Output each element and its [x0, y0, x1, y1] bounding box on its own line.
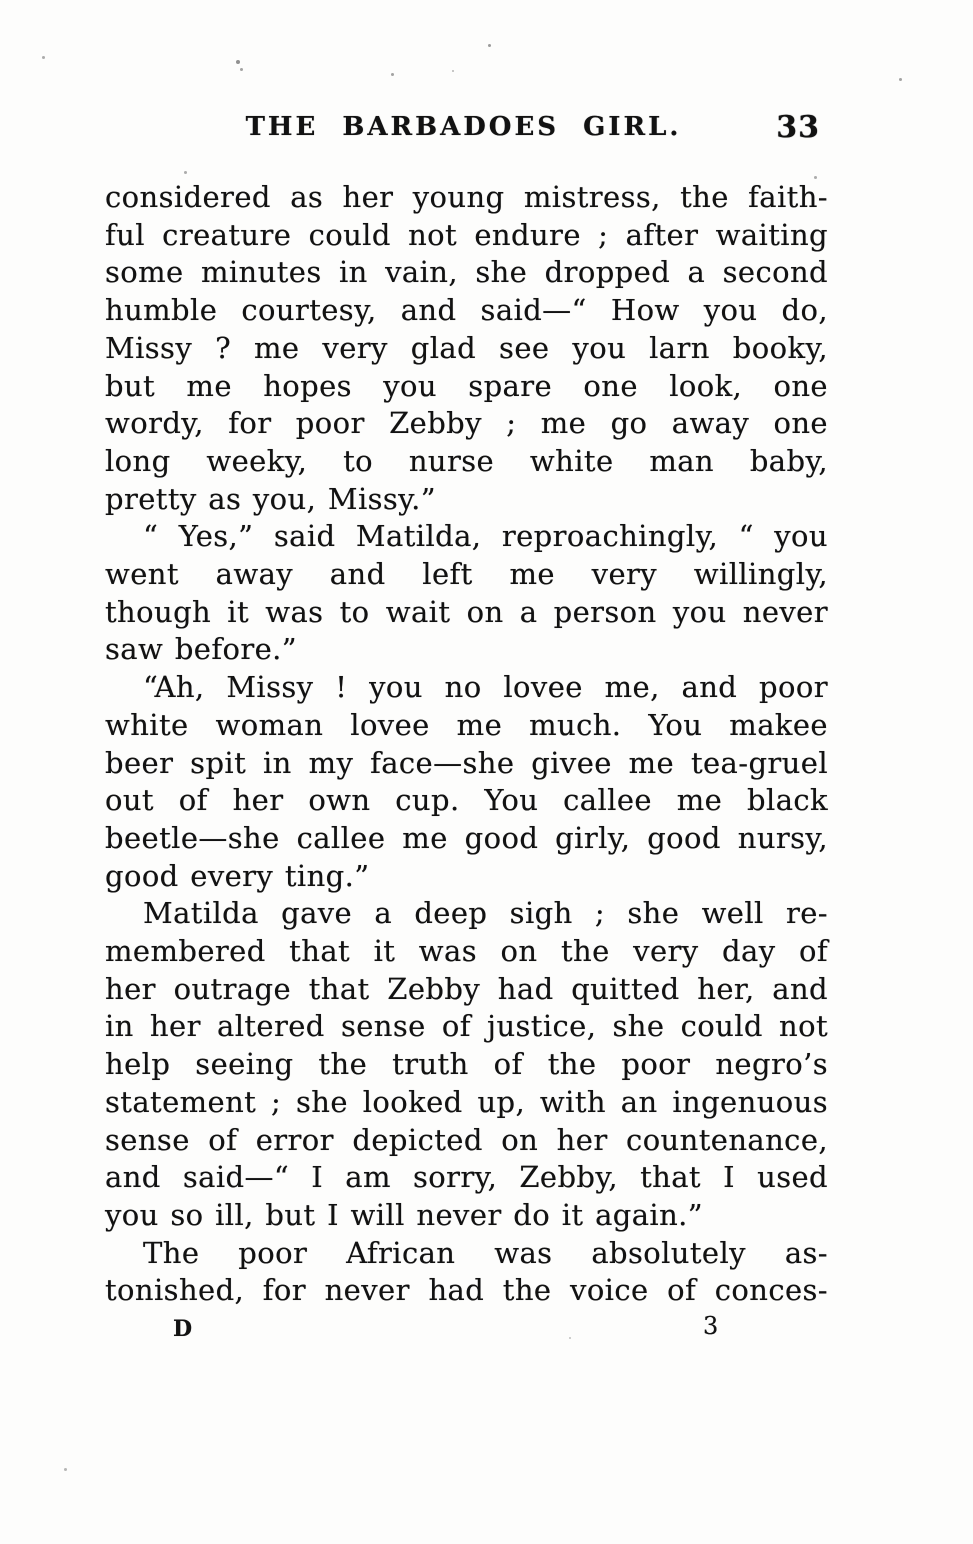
text-line: some minutes in vain, she dropped a second [105, 255, 828, 290]
paragraph [105, 1235, 828, 1310]
scan-speck [42, 56, 45, 59]
text-line: you so ill, but I will never do it again.” [105, 1197, 704, 1232]
running-head [0, 112, 973, 154]
paragraph [105, 518, 828, 669]
text-line: humble courtesy, and said—“ How you do, [105, 293, 828, 328]
catchword-number: 3 [703, 1312, 719, 1340]
page-number: 33 [776, 110, 820, 145]
text-line: considered as her young mistress, the faith- [105, 180, 828, 214]
text-line: in her altered sense of justice, she could not [105, 1009, 828, 1044]
scan-speck [899, 78, 902, 81]
text-line: beer spit in my face—she givee me tea-gruel [105, 745, 828, 780]
text-line: white woman lovee me much. You makee [105, 707, 828, 742]
text-line: but me hopes you spare one look, one [105, 368, 828, 403]
scan-speck [184, 171, 187, 174]
paragraph [105, 669, 828, 895]
text-line: good every ting.” [105, 858, 370, 893]
text-line: though it was to wait on a person you never [105, 594, 828, 629]
text-line: “ Yes,” said Matilda, reproachingly, “ you [143, 519, 828, 554]
text-line: went away and left me very willingly, [105, 557, 828, 592]
text-line: tonished, for never had the voice of conces- [105, 1273, 828, 1308]
text-line: pretty as you, Missy.” [105, 481, 436, 516]
page-title: THE BARBADOES GIRL. [245, 112, 682, 142]
paragraph [105, 895, 828, 1234]
text-line: her outrage that Zebby had quitted her, and [105, 971, 828, 1006]
text-line: “Ah, Missy ! you no lovee me, and poor [143, 670, 828, 705]
text-line: help seeing the truth of the poor negro’s [105, 1047, 828, 1082]
text-block [105, 179, 828, 1310]
scan-speck [488, 44, 491, 47]
scan-speck [814, 176, 817, 179]
text-line: ful creature could not endure ; after waiting [105, 217, 828, 252]
scan-speck [64, 1468, 67, 1471]
scan-speck [391, 73, 394, 76]
scan-speck [569, 1337, 571, 1339]
paragraph [105, 179, 828, 518]
text-line: sense of error depicted on her countenance, [105, 1122, 828, 1157]
scan-speck [236, 60, 240, 64]
signature-mark: D [173, 1316, 193, 1342]
text-line: long weeky, to nurse white man baby, [105, 443, 828, 478]
text-line: statement ; she looked up, with an ingenuous [105, 1084, 828, 1119]
text-line: The poor African was absolutely as- [143, 1235, 828, 1270]
text-line: Missy ? me very glad see you larn booky, [105, 330, 828, 365]
text-line: wordy, for poor Zebby ; me go away one [105, 406, 828, 441]
text-line: membered that it was on the very day of [105, 934, 828, 969]
text-line: and said—“ I am sorry, Zebby, that I used [105, 1160, 828, 1195]
text-line: beetle—she callee me good girly, good nursy, [105, 820, 828, 855]
text-line: out of her own cup. You callee me black [105, 783, 828, 818]
scan-speck [452, 70, 454, 72]
page-footer [105, 1312, 828, 1346]
scan-speck [240, 68, 243, 71]
text-line: Matilda gave a deep sigh ; she well re- [143, 896, 828, 931]
text-line: saw before.” [105, 632, 298, 667]
